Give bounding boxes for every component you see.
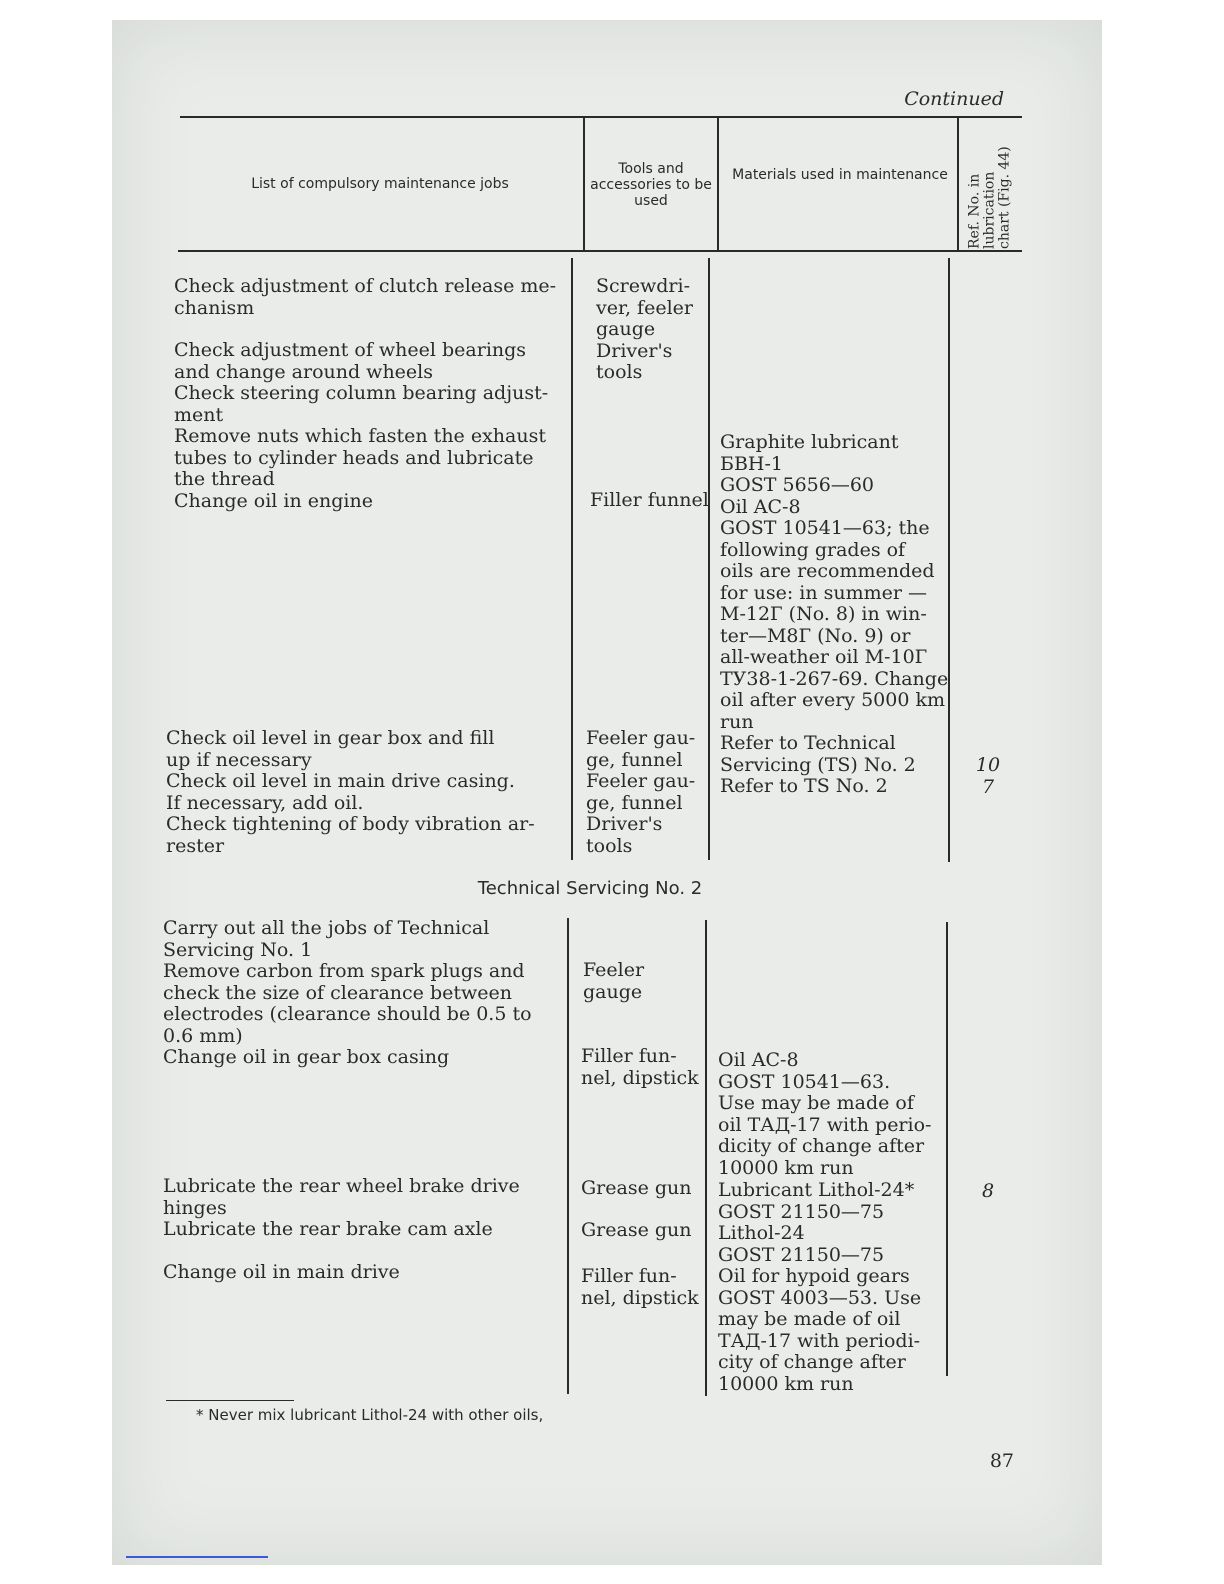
ts2-divider-3 xyxy=(946,922,948,1376)
ts1-materials-2: Refer to Technical Servicing (TS) No. 2 Refer to TS No. 2 xyxy=(720,732,916,797)
ts2-ref-8: 8 xyxy=(981,1180,995,1202)
section-title-ts2: Technical Servicing No. 2 xyxy=(477,878,703,899)
ts1-job-3: Check oil level in gear box and fill up if necessary Check oil level in main drive casing. If necessary, add oil. Check tightening of body vibration ar- rester xyxy=(166,727,535,857)
ts1-tools-3: Feeler gau- ge, funnel Feeler gau- ge, funnel Driver's tools xyxy=(586,727,696,857)
header-tools: Tools and accessories to be used xyxy=(590,161,712,209)
ts1-job-2: Check adjustment of wheel bearings and change around wheels Check steering column bearing adjust- ment Remove nuts which fasten the exhaust tubes to cylinder heads and lubricate the thread Change oil in engine xyxy=(174,339,549,512)
header-bottom-rule xyxy=(178,250,1022,252)
ts1-tools-2: Filler funnel xyxy=(590,489,709,511)
ts2-tools-4: Grease gun xyxy=(581,1219,692,1241)
continued-label: Continued xyxy=(904,88,1004,110)
blue-underline xyxy=(126,1556,268,1558)
footnote-rule xyxy=(166,1400,294,1401)
footnote: * Never mix lubricant Lithol-24 with other oils, xyxy=(196,1406,544,1424)
ts1-materials-1: Graphite lubricant БВН-1 GOST 5656—60 Oil AC-8 GOST 10541—63; the following grades of oils are recommended for use: in summer — М-12Г (No. 8) in win- ter—М8Г (No. 9) or all-weather oil М-10Г ТУ38-1-267-69. Change oil after every 5000 km run xyxy=(720,431,949,733)
ts2-materials-2: Lubricant Lithol-24* GOST 21150—75 Lithol-24 GOST 21150—75 Oil for hypoid gears GOST 4003—53. Use may be made of oil ТАД-17 with periodi- city of change after 10000 km run xyxy=(718,1179,922,1395)
ts2-tools-5: Filler fun- nel, dipstick xyxy=(581,1265,699,1309)
ts2-tools-1: Feeler gauge xyxy=(583,959,645,1003)
ts2-divider-1 xyxy=(567,918,569,1394)
ts2-job-3: Change oil in main drive xyxy=(163,1261,400,1283)
ts2-job-1: Carry out all the jobs of Technical Servicing No. 1 Remove carbon from spark plugs and check the size of clearance between electrodes (clearance should be 0.5 to 0.6 mm) Change oil in gear box casing xyxy=(163,917,532,1068)
ts2-tools-3: Grease gun xyxy=(581,1177,692,1199)
page-number: 87 xyxy=(989,1450,1014,1472)
ts2-job-2: Lubricate the rear wheel brake drive hinges Lubricate the rear brake cam axle xyxy=(163,1175,520,1240)
header-divider-3 xyxy=(957,118,959,250)
ts2-tools-2: Filler fun- nel, dipstick xyxy=(581,1045,699,1089)
header-ref xyxy=(960,120,1020,248)
ts2-divider-2 xyxy=(705,920,707,1396)
ts1-job-1: Check adjustment of clutch release me- chanism xyxy=(174,275,557,319)
header-ref-line-1: Ref. No. in xyxy=(966,173,983,249)
header-materials: Materials used in maintenance xyxy=(732,167,948,183)
header-ref-line-2: lubrication xyxy=(981,171,998,249)
header-ref-line-3: chart (Fig. 44) xyxy=(996,146,1013,249)
ts1-ref-10: 10 xyxy=(975,754,1001,776)
header-top-rule xyxy=(180,116,1022,118)
ts1-divider-1 xyxy=(571,258,573,860)
header-divider-2 xyxy=(717,118,719,250)
header-jobs: List of compulsory maintenance jobs xyxy=(251,176,509,192)
header-divider-1 xyxy=(583,118,585,250)
ts1-tools-1: Screwdri- ver, feeler gauge Driver's tools xyxy=(596,275,693,383)
ts1-ref-7: 7 xyxy=(981,776,995,798)
ts2-materials-1: Oil AC-8 GOST 10541—63. Use may be made of oil ТАД-17 with perio- dicity of change after 10000 km run xyxy=(718,1049,932,1179)
ts1-divider-2 xyxy=(708,258,710,860)
